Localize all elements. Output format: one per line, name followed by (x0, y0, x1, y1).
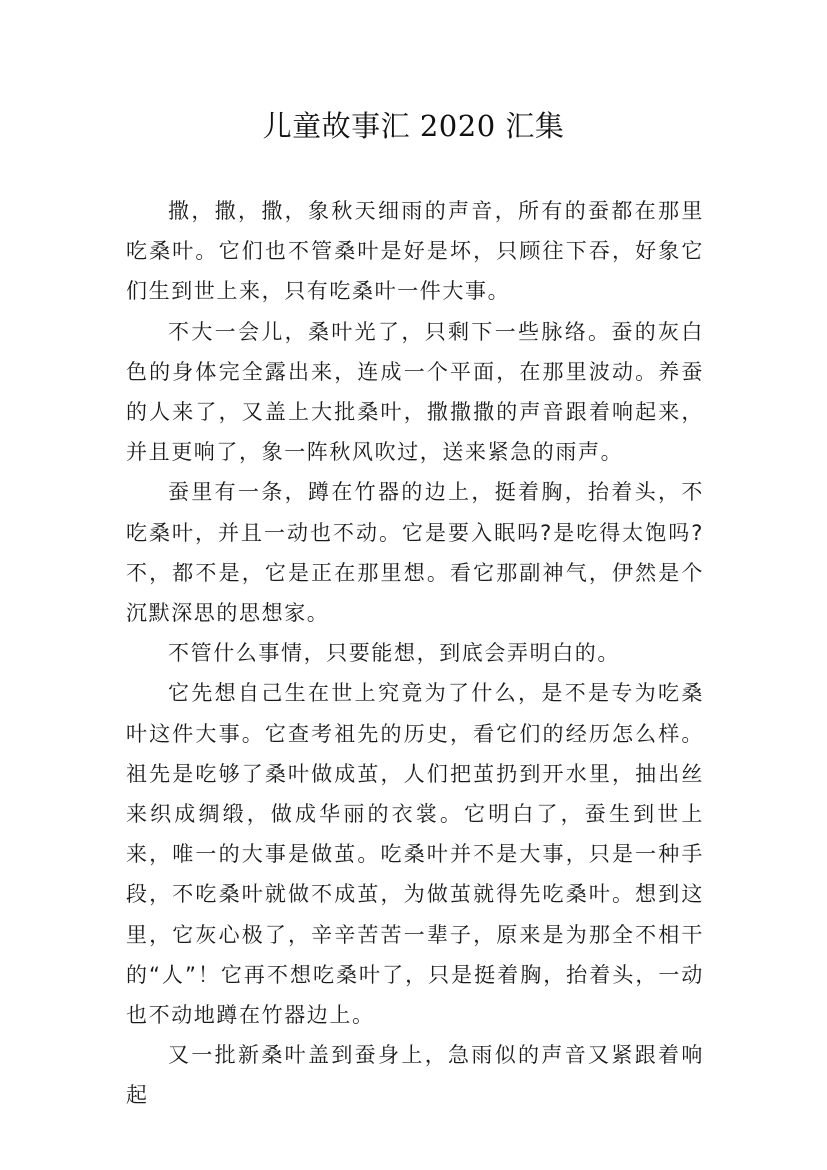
document-body (126, 191, 704, 1116)
paragraph: 不大一会儿，桑叶光了，只剩下一些脉络。蚕的灰白色的身体完全露出来，连成一个平面，在那里波动。养蚕的人来了，又盖上大批桑叶，撒撒撒的声音跟着响起来，并且更响了，象一阵秋风吹过，送来紧急的雨声。 (126, 319, 704, 465)
paragraph: 不管什么事情，只要能想，到底会弄明白的。 (168, 641, 620, 666)
document-title: 儿童故事汇 2020 汇集 (262, 109, 565, 143)
paragraph: 蚕里有一条，蹲在竹器的边上，挺着胸，抬着头，不吃桑叶，并且一动也不动。它是要入眠吗?是吃得太饱吗?不，都不是，它是正在那里想。看它那副神气，伊然是个沉默深思的思想家。 (126, 480, 704, 626)
paragraph: 撒，撒，撒，象秋天细雨的声音，所有的蚕都在那里吃桑叶。它们也不管桑叶是好是坏，只顾往下吞，好象它们生到世上来，只有吃桑叶一件大事。 (126, 199, 704, 304)
paragraph: 又一批新桑叶盖到蚕身上，急雨似的声音又紧跟着响起 (126, 1043, 704, 1108)
paragraph: 它先想自己生在世上究竟为了什么，是不是专为吃桑叶这件大事。它查考祖先的历史，看它们的经历怎么样。祖先是吃够了桑叶做成茧，人们把茧扔到开水里，抽出丝来织成绸缎，做成华丽的衣裳。它明白了，蚕生到世上来，唯一的大事是做茧。吃桑叶并不是大事，只是一种手段，不吃桑叶就做不成茧，为做茧就得先吃桑叶。想到这里，它灰心极了，辛辛苦苦一辈子，原来是为那全不相干的“人”！它再不想吃桑叶了，只是挺着胸，抬着头，一动也不动地蹲在竹器边上。 (126, 681, 704, 1028)
